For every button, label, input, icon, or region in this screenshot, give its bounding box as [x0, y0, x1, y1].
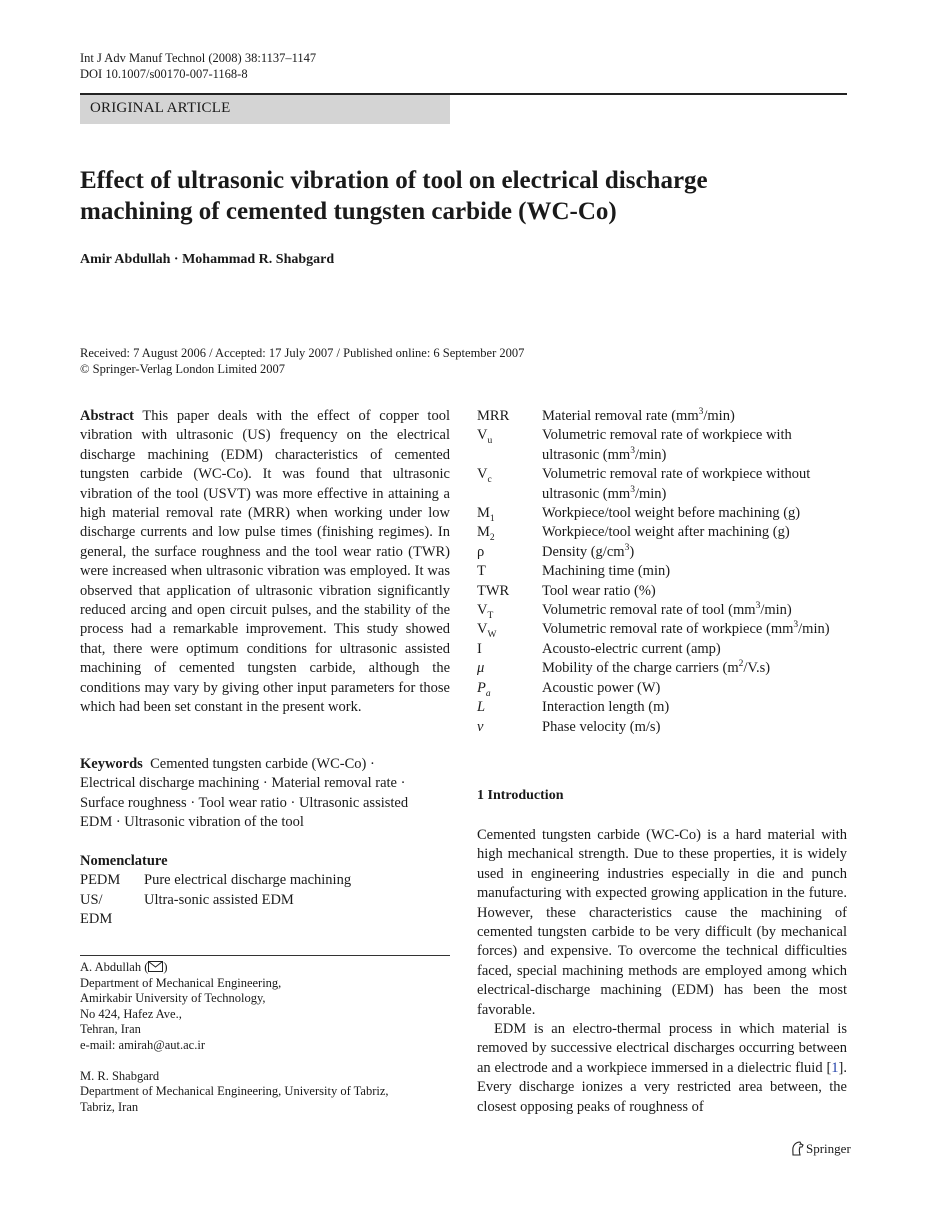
author-2-city: Tabriz, Iran — [80, 1099, 139, 1114]
symbol: $M_2$ — [477, 524, 495, 544]
symbol-row — [477, 718, 830, 737]
keywords-line-4: EDM · Ultrasonic vibration of the tool — [80, 814, 304, 831]
symbol-row — [477, 504, 830, 523]
symbol-row — [477, 407, 830, 426]
symbol-desc: Volumetric removal rate of workpiece with ultrasonic $(mm^3/\min)$ — [542, 427, 792, 463]
abstract-text: This paper deals with the effect of copper tool vibration with ultrasonic (US) frequency on the electrical discharge machining (EDM) characteristics of cemented tungsten carbide (WC-Co). It was found that ultrasonic vibration of the tool (USVT) was more effective in attaining a high material removal rate (MRR) when working under low discharge currents and low pulse times (finishing regimes). In general, the surface roughness and the tool wear ratio (TWR) were increased when ultrasonic vibration was employed. It was observed that application of ultrasonic vibration significantly reduced arcing and open circuit pulses, and the stability of the process had a remarkable improvement. This study showed that, there were optimum conditions for ultrasonic assisted machining of cemented tungsten carbide, although the conditions may vary by giving other input parameters for those which had been set constant in the present work. — [80, 408, 450, 716]
copyright-line: © Springer-Verlag London Limited 2007 — [80, 362, 286, 376]
symbol-row — [477, 679, 830, 698]
author-1-name: A. Abdullah ( — [80, 960, 149, 974]
title-line-2: machining of cemented tungsten carbide (WC-Co) — [80, 198, 617, 225]
envelope-icon[interactable] — [148, 961, 163, 972]
journal-doi: DOI 10.1007/s00170-007-1168-8 — [80, 67, 248, 81]
abstract — [80, 407, 450, 718]
symbol: ρ — [477, 543, 485, 560]
author-1-dept: Department of Mechanical Engineering, — [80, 975, 282, 990]
nomenclature-row — [80, 910, 351, 929]
springer-wordmark: Springer — [806, 1141, 851, 1156]
nomenclature-symbol: PEDM — [80, 872, 121, 889]
nomenclature-row — [80, 871, 351, 890]
symbol: $V_u$ — [477, 427, 493, 447]
nomenclature-table — [80, 871, 351, 929]
article-title — [80, 165, 847, 227]
article-type-label: ORIGINAL ARTICLE — [90, 100, 231, 116]
symbol: $P_a$ — [477, 679, 491, 699]
symbol-desc: Acoustic power (W) — [542, 679, 661, 696]
abstract-label: Abstract — [80, 408, 134, 424]
symbol-desc: Density $(g/cm^3)$ — [542, 543, 635, 560]
article-type-banner — [80, 95, 450, 124]
symbol-row — [477, 523, 830, 542]
symbol-desc: Volumetric removal rate of workpiece $(mm^3/\min)$ — [542, 620, 830, 638]
symbol: TWR — [477, 582, 510, 599]
symbol-desc: Machining time (min) — [542, 563, 671, 580]
symbol-row — [477, 640, 830, 659]
intro-paragraph-1: Cemented tungsten carbide (WC-Co) is a hard material with high mechanical strength. Due to these properties, it is widely used in engineering industries especially in die and punch manufacturing with expected growing application in the future. However, these characteristics cause the machining of cemented tungsten carbide to be very difficult (by mechanical forces) and expensive. To overcome the technical difficulties faced, special machining methods are employed among which electrical-discharge machining (EDM) has been the most favorable. — [477, 827, 847, 1018]
citation-link[interactable]: 1 — [831, 1059, 839, 1076]
nomenclature-row — [80, 891, 351, 910]
nomenclature-desc — [144, 910, 351, 929]
nomenclature-desc: Pure electrical discharge machining — [144, 872, 352, 889]
springer-horse-icon — [790, 1141, 804, 1156]
nomenclature — [80, 852, 450, 930]
symbol-desc: Interaction length (m) — [542, 699, 670, 716]
journal-header — [80, 50, 316, 82]
symbol: $M_1$ — [477, 505, 495, 524]
introduction-body — [477, 826, 847, 1117]
keywords — [80, 755, 450, 833]
nomenclature-symbol: US/ — [80, 891, 103, 908]
symbol: $V_T$ — [477, 602, 494, 621]
keywords-line-2: Electrical discharge machining · Material removal rate · — [80, 775, 406, 792]
affiliation-rule — [80, 955, 450, 956]
symbol: $V_c$ — [477, 466, 492, 486]
dates-line: Received: 7 August 2006 / Accepted: 17 July 2007 / Published online: 6 September 2007 — [80, 346, 525, 360]
symbol-row — [477, 582, 830, 601]
affiliations — [80, 960, 450, 1115]
symbol-row — [477, 698, 830, 717]
keywords-label: Keywords — [80, 756, 143, 772]
symbol-desc: Volumetric removal rate of workpiece without ultrasonic $(mm^3/\min)$ — [542, 466, 811, 502]
author-2-name: M. R. Shabgard — [80, 1068, 160, 1083]
author-1-city: Tehran, Iran — [80, 1022, 141, 1037]
author-separator: · — [170, 252, 183, 267]
symbol: MRR — [477, 408, 510, 424]
nomenclature-symbol: EDM — [80, 911, 113, 928]
symbol-desc: Material removal rate $(mm^3/\min)$ — [542, 407, 735, 424]
symbol-row — [477, 562, 830, 581]
nomenclature-desc: Ultra-sonic assisted EDM — [144, 891, 294, 908]
symbol-desc: Workpiece/tool weight after machining (g) — [542, 524, 790, 541]
symbol: T — [477, 563, 486, 580]
journal-citation: Int J Adv Manuf Technol (2008) 38:1137–1147 — [80, 51, 317, 65]
symbol: $V_W$ — [477, 621, 497, 641]
symbol-desc: Phase velocity (m/s) — [542, 718, 661, 735]
symbol: μ — [477, 660, 485, 677]
author-1-name-close: ) — [163, 960, 168, 974]
symbol-row — [477, 543, 830, 562]
symbol-desc: Mobility of the charge carriers $(m^2/V.s)$ — [542, 659, 771, 677]
author-1-univ: Amirkabir University of Technology, — [80, 991, 266, 1006]
symbol-table — [477, 407, 847, 737]
author-1[interactable]: Amir Abdullah — [80, 252, 171, 267]
symbol-row — [477, 601, 830, 620]
nomenclature-heading: Nomenclature — [80, 853, 168, 869]
author-list — [80, 252, 334, 268]
section-heading-introduction: 1 Introduction — [477, 788, 564, 803]
symbol: ν — [477, 718, 484, 735]
symbol-desc: Volumetric removal rate of tool $(mm^3/\min)$ — [542, 601, 792, 619]
author-1-email[interactable]: e-mail: amirah@aut.ac.ir — [80, 1037, 205, 1052]
title-line-1: Effect of ultrasonic vibration of tool on electrical discharge — [80, 167, 708, 194]
symbol-row — [477, 659, 830, 678]
publication-dates — [80, 345, 780, 377]
symbol-row — [477, 426, 830, 465]
symbol: L — [477, 699, 486, 716]
symbol-desc: Acousto-electric current (amp) — [542, 640, 721, 657]
author-1-address: No 424, Hafez Ave., — [80, 1006, 182, 1021]
author-2[interactable]: Mohammad R. Shabgard — [182, 252, 335, 267]
symbol-row — [477, 620, 830, 639]
springer-logo — [790, 1141, 851, 1157]
keywords-line-3: Surface roughness · Tool wear ratio · Ultrasonic assisted — [80, 794, 409, 811]
symbol-desc: Tool wear ratio (%) — [542, 582, 656, 599]
symbol: I — [477, 640, 482, 657]
symbol-row — [477, 465, 830, 504]
intro-paragraph-2: EDM is an electro-thermal process in which material is removed by successive electrical discharges occurring between an electrode and a workpiece immersed in a dielectric fluid [1]. Every discharge ionizes a very restricted area between, the closest opposing peaks of roughness of — [477, 1021, 847, 1115]
author-2-dept: Department of Mechanical Engineering, University of Tabriz, — [80, 1084, 389, 1099]
symbol-desc: Workpiece/tool weight before machining (g) — [542, 505, 801, 522]
keywords-line-1: Cemented tungsten carbide (WC-Co) · — [150, 756, 375, 772]
